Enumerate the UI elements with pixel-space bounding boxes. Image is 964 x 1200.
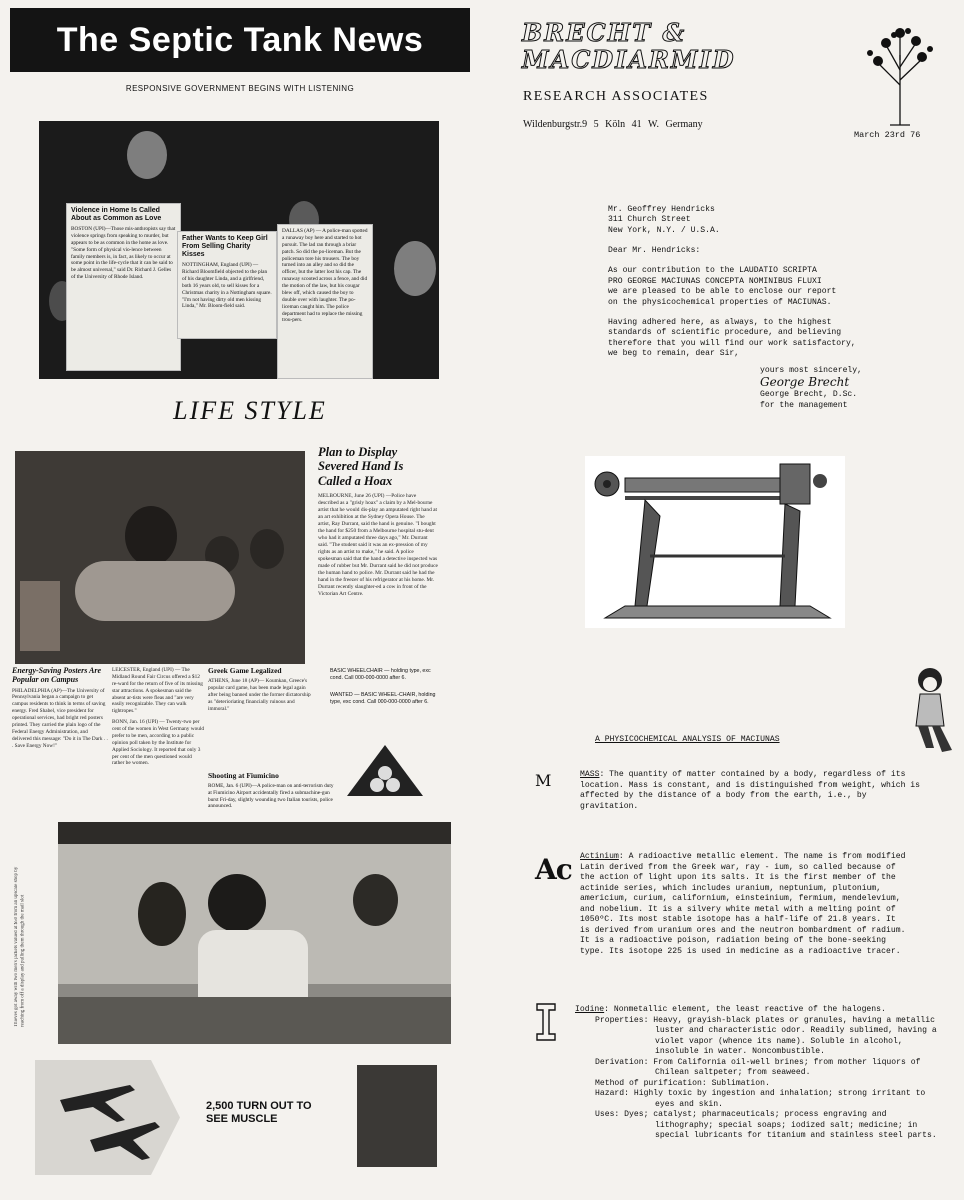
shooting-headline: Shooting at Fiumicino <box>208 771 279 780</box>
hoax-article <box>318 445 438 667</box>
circus-article <box>112 667 204 817</box>
letterhead-subtitle: RESEARCH ASSOCIATES <box>523 89 709 104</box>
section-title: LIFE STYLE <box>173 396 327 425</box>
recipient-address: Mr. Geoffrey Hendricks 311 Church Street New York, N.Y. / U.S.A. <box>608 205 720 235</box>
letter-date: March 23rd 76 <box>854 130 921 140</box>
actinium-label: Actinium <box>580 852 619 861</box>
actinium-text: : A radioactive metallic element. The name is from modified Latin derived from the Greek war, ray - ium, so called because of the action of light upon its salts. It is the first member of the actinide series, which includes uranium, neptunium, plutonium, americium, curium, californium, einsteinium, fermium, mendelevium, and nobelium. It is a silvery white metal with a melting point of 1050ºC. Its most stable isotope has a half-life of 21.8 years. It is derived from uranium ores and the neutron bombardment of radium. It is a radioactive poison, radiation being of the bone-seeking type. Its isotope 225 is used in medicine as a radioactive tracer. <box>580 852 906 956</box>
analysis-title: A PHYSICOCHEMICAL ANALYSIS OF MACIUNAS <box>595 735 780 744</box>
energy-article <box>12 667 108 817</box>
small-photo <box>357 1065 437 1167</box>
letter-paragraph-1: As our contribution to the LAUDATIO SCRIPTA PRO GEORGE MACIUNAS CONCEPTA NOMINIBUS FLUXI we are pleased to be able to enclose our report on the physicochemical properties of MACIUNAS. <box>608 266 837 307</box>
machine-illustration <box>585 456 845 628</box>
clipping-dallas <box>277 224 373 379</box>
handwritten-signature: George Brecht <box>760 375 850 390</box>
iodine-uses: Uses: Dyes; catalyst; pharmaceuticals; process engraving and lithography; special soaps; iodized salt; medicine; in special lubricants for titanium and stainless steel parts. <box>595 1110 937 1141</box>
letter-paragraph-2: Having adhered here, as always, to the highest standards of scientific procedure, and believing therefore that you will find our work satisfactory, we beg to remain, dear Sir, <box>608 317 856 358</box>
doll-figure-icon <box>906 666 956 756</box>
closing: yours most sincerely, <box>760 366 862 375</box>
iodine-symbol-icon <box>535 1002 557 1042</box>
actinium-entry <box>580 852 910 957</box>
classified-ad-2: WANTED — BASIC WHEEL-CHAIR, holding type, exc cond. Call 000-000-0000 after 6. <box>330 691 436 705</box>
iodine-label: Iodine <box>575 1005 605 1014</box>
clipping-kisses-headline: Father Wants to Keep Girl From Selling Charity Kisses <box>182 235 268 259</box>
mass-label: MASS <box>580 770 600 779</box>
classified-ads <box>330 668 438 738</box>
hoax-headline: Plan to Display Severed Hand Is Called a Hoax <box>318 445 404 488</box>
iodine-derivation: Derivation: From California oil-well brines; from mother liquors of Chilean saltpeter; from seaweed. <box>595 1057 921 1078</box>
clipping-violence <box>66 203 181 371</box>
reclining-figure-photo <box>15 451 305 664</box>
iodine-text: : Nonmetallic element, the least reactive of the halogens. <box>604 1005 886 1014</box>
iodine-hazard: Hazard: Highly toxic by ingestion and inhalation; strong irritant to eyes and skin. <box>595 1089 926 1109</box>
car-photo <box>58 822 451 1044</box>
clipping-kisses-body: NOTTINGHAM, England (UPI) —Richard Bloomfield objected to the plan of his daughter Linda, and a girlfriend, both 16 years old, to sell kisses for a Christmas charity in a Nottingham square. "I'm not having dirty old men kissing Linda," Mr. Bloom-field said. <box>182 262 272 310</box>
classified-ad-1: BASIC WHEELCHAIR — holding type, exc cond. Call 000-000-0000 after 6. <box>330 668 431 681</box>
letterhead-brand <box>522 20 782 74</box>
salutation: Dear Mr. Hendricks: <box>608 246 701 256</box>
signature-block <box>760 366 950 411</box>
iodine-entry <box>575 1005 940 1142</box>
clipping-violence-body: BOSTON (UPI)—Those mis-anthropists say that violence springs from speaking to murder, but appears to be as common in the home as love. "Some form of physical vio-lence between family members is, in fact, as likely to occur at some point in the life-cycle that it can be said to be almost universal," said Dr. Richard J. Gelles of the University of Rhode Island. <box>71 226 176 281</box>
actinium-symbol: Ac <box>535 853 572 886</box>
greek-headline: Greek Game Legalized <box>208 667 282 675</box>
energy-body: PHILADELPHIA (AP)—The University of Pennsylvania began a campaign to get campus residents to think in terms of saving energy. Fred Shabel, vice president for operational services, had bright red posters printed. They carried the plain logo of the Federal Energy Administration, and delivered this message: "Do it in The Dark . . . Save Energy Now!" <box>12 687 108 749</box>
shooting-body: ROME, Jan. 6 (UPI)—A police-man on anti-terrorism duty at Fiumicino Airport accidentally fired a submachine-gun burst Fri-day, slightly wounding two Italian tourists, police announced. <box>208 782 334 810</box>
letterhead-address: Wildenburgstr.9 5 Köln 41 W. Germany <box>523 119 703 130</box>
crowd-photo <box>39 121 439 379</box>
mass-text: : The quantity of matter contained by a body, regardless of its location. Mass is constant, and is distinguished from weight, which is affected by the distance of a body from the earth, i.e., by gravitation. <box>580 770 920 811</box>
tree-icon <box>860 25 940 127</box>
muscle-headline: 2,500 TURN OUT TO SEE MUSCLE <box>206 1100 312 1126</box>
clipping-kisses <box>177 231 277 339</box>
airplanes-graphic <box>35 1060 180 1175</box>
signer-role: for the management <box>760 400 848 410</box>
signer-name: George Brecht, D.Sc. <box>760 390 858 400</box>
clipping-dallas-body: DALLAS (AP) — A police-man spotted a runaway boy here and started to hot pursuit. The lad ran through a briar patch. So did the po-liceman. But the policeman tore his trousers. The boy turned into an alley and so did the officer, but the latter lost his cap. The runaway scooted across a fence, and did the motion of the law, but his cougar blew off, which caused the boy to double over with laughter. The po-liceman caught him. The police department had to replace the missing trou-pers. <box>282 228 368 324</box>
newspaper-masthead: The Septic Tank News <box>10 8 470 72</box>
triangle-logo-icon <box>345 743 425 798</box>
masthead-tagline: RESPONSIVE GOVERNMENT BEGINS WITH LISTENING <box>125 84 355 93</box>
poll-body: BONN, Jan. 16 (UPI) — Twenty-two per cent of the women in West Germany would prefer to be men, according to a public opinion poll taken by the Institute for Applied Sociology. It reported that only 3 per cent of the men questioned would rather be women. <box>112 719 204 767</box>
brand-line-1: BRECHT & <box>522 18 687 47</box>
mass-entry <box>580 770 920 812</box>
photo-side-caption: Thieves got away with two men's jackets valued at $50 from an upscale shop by reaching from off a display and pulling them through the mail slot <box>14 866 26 1027</box>
airplane-icon <box>35 1060 180 1175</box>
energy-headline: Energy-Saving Posters Are Popular on Campus <box>12 667 102 684</box>
circus-body: LEICESTER, England (UPI) — The Midland Round Fair Circus offered a $12 re-ward for the return of five of its missing star attractions. A spokesman said the absent ar-tists were fleas and "are very easily recognizable. They can walk tightropes." <box>112 667 203 715</box>
clipping-violence-headline: Violence in Home Is Called About as Common as Love <box>71 207 162 223</box>
iodine-method: Method of purification: Sublimation. <box>595 1078 770 1088</box>
greek-article <box>208 667 312 767</box>
iodine-properties: Properties: Heavy, grayish-black plates or granules, having a metallic luster and characteristic odor. Readily sublimed, having a violet vapor (whence its name). Soluble in alcohol, insoluble in water. Noncombustible. <box>595 1015 937 1057</box>
brand-line-2: MACDIARMID <box>522 44 736 74</box>
hoax-body: MELBOURNE, June 26 (UPI) —Police have described as a "grisly hoax" a claim by a Mel-bourne artist that he would dis-play an amputated right hand at an art exhibition at the Sydney Opera House. The artist, Ray Durrant, said the hand is genuine. "I bought the hand for $250 from a Melbourne hospital stu-dent who had it amputated three days ago," Mr. Durrant said. "The student said it was an ex-pression of my rights as an artist to make," he said. A police spokesman said that the hand a detective inspected was made of rubber but Mr. Durrant said he did not produce the human hand to police. Mr. Durrant said he had the hand in the freezer of his refrigerator at his home. Mr. Durrant recently slaughter-ed a cow in front of the Victorian Art Centre. <box>318 493 438 598</box>
mass-symbol: M <box>535 771 552 790</box>
greek-body: ATHENS, June 18 (AP)— Koumkan, Greece's popular card game, has been made legal again after being banned under the former dictatorship as "deterioriating financially ruinous and immoral." <box>208 678 311 712</box>
letter-body <box>608 205 948 369</box>
